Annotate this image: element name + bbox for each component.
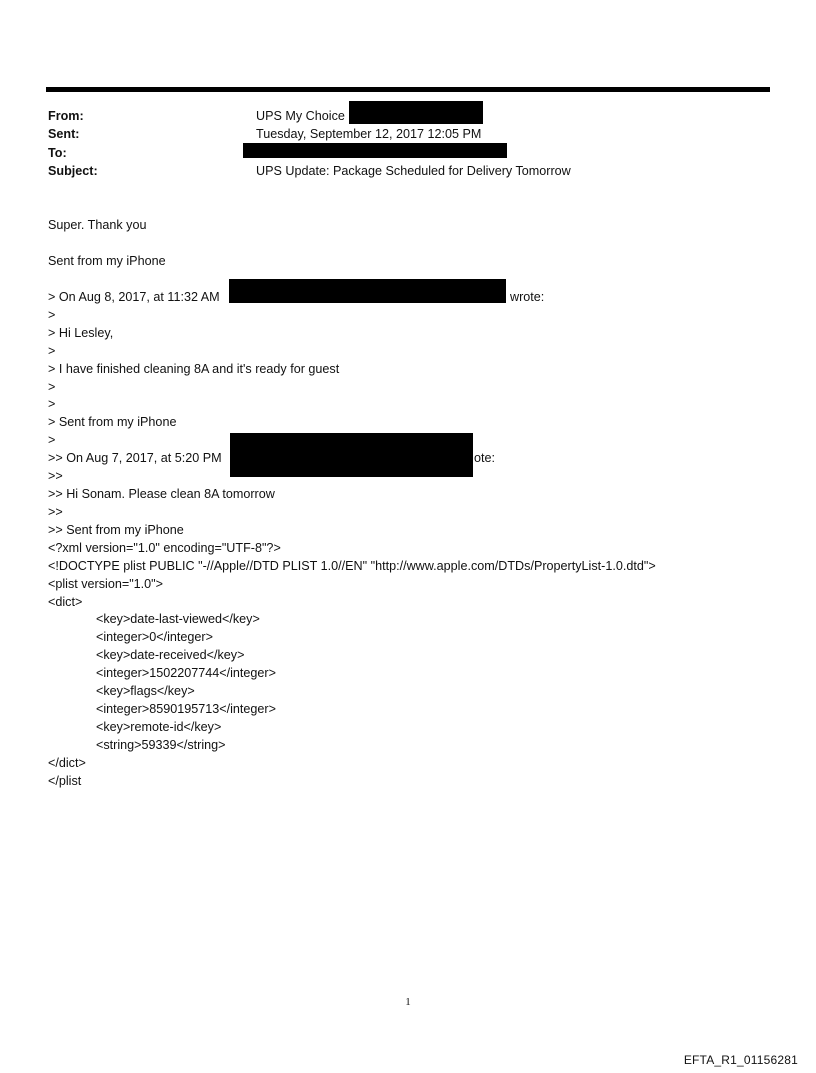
- redaction-from: [349, 101, 483, 124]
- reply-text: Super. Thank you: [48, 218, 147, 232]
- plist-entry: <integer>1502207744</integer>: [96, 666, 276, 680]
- quote-line: >: [48, 433, 56, 447]
- page-number: 1: [405, 996, 411, 1008]
- sent-value: Tuesday, September 12, 2017 12:05 PM: [256, 127, 482, 141]
- plist-open-tag: <plist version="1.0">: [48, 577, 164, 591]
- quote2-intro: >> On Aug 7, 2017, at 5:20 PM: [48, 451, 222, 465]
- to-label: To:: [48, 146, 67, 160]
- quote1-intro: > On Aug 8, 2017, at 11:32 AM: [48, 290, 220, 304]
- plist-entry: <integer>0</integer>: [96, 630, 213, 644]
- quote1-signature: > Sent from my iPhone: [48, 415, 177, 429]
- plist-entry: <string>59339</string>: [96, 738, 226, 752]
- quote-line: >: [48, 308, 56, 322]
- plist-entry: <key>date-received</key>: [96, 648, 245, 662]
- sent-label: Sent:: [48, 127, 80, 141]
- plist-entry: <key>remote-id</key>: [96, 720, 222, 734]
- plist-entry: <key>date-last-viewed</key>: [96, 612, 260, 626]
- redaction-to: [243, 143, 507, 158]
- subject-value: UPS Update: Package Scheduled for Delivery Tomorrow: [256, 164, 571, 178]
- quote-line: >: [48, 344, 56, 358]
- from-value: UPS My Choice: [256, 109, 345, 123]
- plist-close-tag: </plist: [48, 774, 82, 788]
- dict-close-tag: </dict>: [48, 756, 86, 770]
- quote-line: >: [48, 380, 56, 394]
- plist-xml-declaration: <?xml version="1.0" encoding="UTF-8"?>: [48, 541, 281, 555]
- subject-label: Subject:: [48, 164, 98, 178]
- quote1-greeting: > Hi Lesley,: [48, 326, 114, 340]
- quote-line: >>: [48, 505, 63, 519]
- dict-open-tag: <dict>: [48, 595, 83, 609]
- plist-entry: <integer>8590195713</integer>: [96, 702, 276, 716]
- from-label: From:: [48, 109, 84, 123]
- quote-line: >: [48, 397, 56, 411]
- quote1-message: > I have finished cleaning 8A and it's ready for guest: [48, 362, 340, 376]
- quote2-message: >> Hi Sonam. Please clean 8A tomorrow: [48, 487, 275, 501]
- quote2-wrote: ote:: [474, 451, 496, 465]
- plist-entry: <key>flags</key>: [96, 684, 195, 698]
- signature-text: Sent from my iPhone: [48, 254, 166, 268]
- redaction-quote1-sender: [229, 279, 506, 303]
- plist-doctype: <!DOCTYPE plist PUBLIC "-//Apple//DTD PLIST 1.0//EN" "http://www.apple.com/DTDs/PropertyList-1.0.dtd">: [48, 559, 656, 573]
- quote-line: >>: [48, 469, 63, 483]
- redaction-quote2-sender: [230, 433, 473, 477]
- bates-number: EFTA_R1_01156281: [683, 1053, 798, 1067]
- header-rule: [46, 87, 770, 92]
- quote1-wrote: wrote:: [510, 290, 545, 304]
- quote2-signature: >> Sent from my iPhone: [48, 523, 184, 537]
